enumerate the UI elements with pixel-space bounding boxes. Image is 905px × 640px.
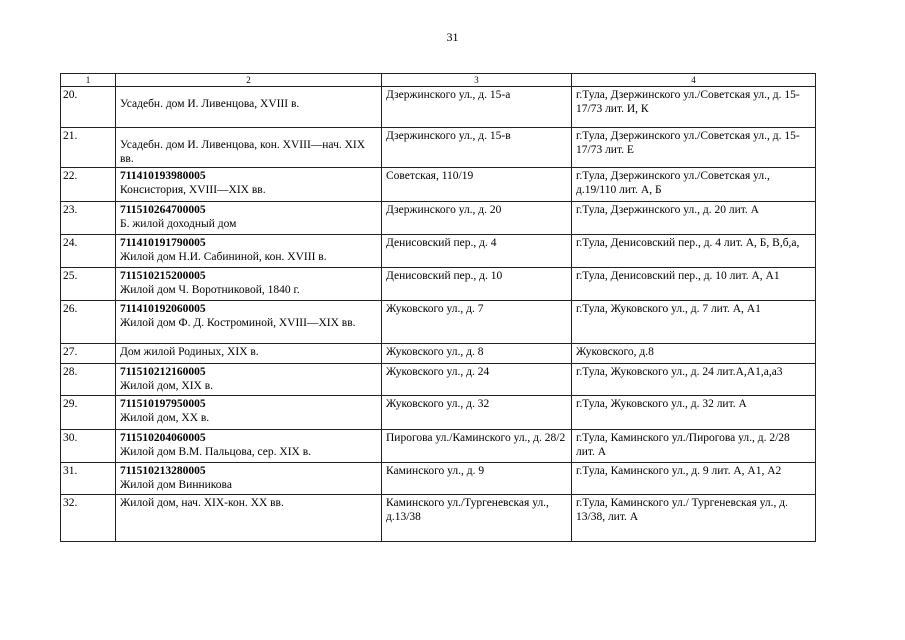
table-row [61,202,816,235]
monuments-table [60,73,816,542]
object-name: Жилой дом Ч. Воротниковой, 1840 г. [120,284,300,296]
table-row [61,430,816,463]
address-cell: Денисовский пер., д. 10 [382,268,572,301]
object-name: Жилой дом В.М. Пальцова, сер. XIX в. [120,446,312,458]
object-name: Б. жилой доходный дом [120,218,237,230]
table-row [61,268,816,301]
object-cell [116,430,382,463]
object-cell [116,301,382,344]
table-row [61,463,816,495]
object-name: Жилой дом, XX в. [120,412,210,424]
object-cell [116,235,382,268]
table-row [61,301,816,344]
row-number: 29. [61,396,116,430]
table-row [61,495,816,542]
address-cell: Пирогова ул./Каминского ул., д. 28/2 [382,430,572,463]
location-cell: г.Тула, Жуковского ул., д. 32 лит. А [572,396,816,430]
registry-code: 711410191790005 [120,237,206,249]
object-cell [116,202,382,235]
table-row [61,168,816,202]
row-number: 24. [61,235,116,268]
row-number: 20. [61,87,116,128]
header-col-4: 4 [572,74,816,87]
table-row [61,344,816,364]
row-number: 28. [61,364,116,396]
registry-code: 711410193980005 [120,170,206,182]
location-cell: г.Тула, Каминского ул., д. 9 лит. А, А1, А2 [572,463,816,495]
row-number: 31. [61,463,116,495]
object-cell [116,463,382,495]
page-number: 31 [446,30,459,44]
object-name: Усадебн. дом И. Ливенцова, кон. XVIII—нач. XIX вв. [120,139,366,165]
header-row [61,74,816,87]
object-name: Консистория, XVIII—XIX вв. [120,184,266,196]
address-cell: Советская, 110/19 [382,168,572,202]
object-cell [116,268,382,301]
table-row [61,128,816,168]
object-cell [116,396,382,430]
registry-code: 711510212160005 [120,366,206,378]
object-name: Жилой дом Ф. Д. Костроминой, XVIII—XIX вв. [120,317,356,329]
registry-code: 711410192060005 [120,303,206,315]
address-cell: Каминского ул./Тургеневская ул., д.13/38 [382,495,572,542]
location-cell: Жуковского, д.8 [572,344,816,364]
address-cell: Дзержинского ул., д. 20 [382,202,572,235]
location-cell: г.Тула, Дзержинского ул./Советская ул., д. 15-17/73 лит. Е [572,128,816,168]
object-name: Дом жилой Родиных, XIX в. [120,346,259,358]
address-cell: Дзержинского ул., д. 15-а [382,87,572,128]
object-cell [116,87,382,128]
table-row [61,364,816,396]
object-name: Жилой дом Винникова [120,479,232,491]
location-cell: г.Тула, Каминского ул./ Тургеневская ул., д. 13/38, лит. А [572,495,816,542]
object-cell [116,364,382,396]
row-number: 21. [61,128,116,168]
object-cell [116,168,382,202]
table-row [61,235,816,268]
table-row [61,396,816,430]
location-cell: г.Тула, Дзержинского ул., д. 20 лит. А [572,202,816,235]
row-number: 26. [61,301,116,344]
location-cell: г.Тула, Дзержинского ул./Советская ул., д.19/110 лит. А, Б [572,168,816,202]
location-cell: г.Тула, Каминского ул./Пирогова ул., д. 2/28 лит. А [572,430,816,463]
address-cell: Каминского ул., д. 9 [382,463,572,495]
row-number: 27. [61,344,116,364]
location-cell: г.Тула, Дзержинского ул./Советская ул., д. 15-17/73 лит. И, К [572,87,816,128]
header-col-1: 1 [61,74,116,87]
object-cell [116,495,382,542]
location-cell: г.Тула, Жуковского ул., д. 24 лит.А,А1,а,а3 [572,364,816,396]
address-cell: Дзержинского ул., д. 15-в [382,128,572,168]
row-number: 30. [61,430,116,463]
object-name: Жилой дом Н.И. Сабининой, кон. XVIII в. [120,251,327,263]
location-cell: г.Тула, Жуковского ул., д. 7 лит. А, А1 [572,301,816,344]
row-number: 32. [61,495,116,542]
registry-code: 711510204060005 [120,432,206,444]
row-number: 25. [61,268,116,301]
address-cell: Жуковского ул., д. 7 [382,301,572,344]
registry-code: 711510215200005 [120,270,206,282]
address-cell: Жуковского ул., д. 8 [382,344,572,364]
registry-code: 711510197950005 [120,398,206,410]
header-col-2: 2 [116,74,382,87]
location-cell: г.Тула, Денисовский пер., д. 10 лит. А, А1 [572,268,816,301]
row-number: 22. [61,168,116,202]
object-name: Жилой дом, нач. XIX-кон. XX вв. [120,497,284,509]
address-cell: Денисовский пер., д. 4 [382,235,572,268]
address-cell: Жуковского ул., д. 32 [382,396,572,430]
address-cell: Жуковского ул., д. 24 [382,364,572,396]
object-name: Жилой дом, XIX в. [120,380,214,392]
object-cell [116,128,382,168]
table-body [61,87,816,542]
registry-code: 711510213280005 [120,465,206,477]
object-cell [116,344,382,364]
registry-code: 711510264700005 [120,204,206,216]
object-name: Усадебн. дом И. Ливенцова, XVIII в. [120,98,300,110]
header-col-3: 3 [382,74,572,87]
location-cell: г.Тула, Денисовский пер., д. 4 лит. А, Б, В,б,а, [572,235,816,268]
row-number: 23. [61,202,116,235]
table-row [61,87,816,128]
